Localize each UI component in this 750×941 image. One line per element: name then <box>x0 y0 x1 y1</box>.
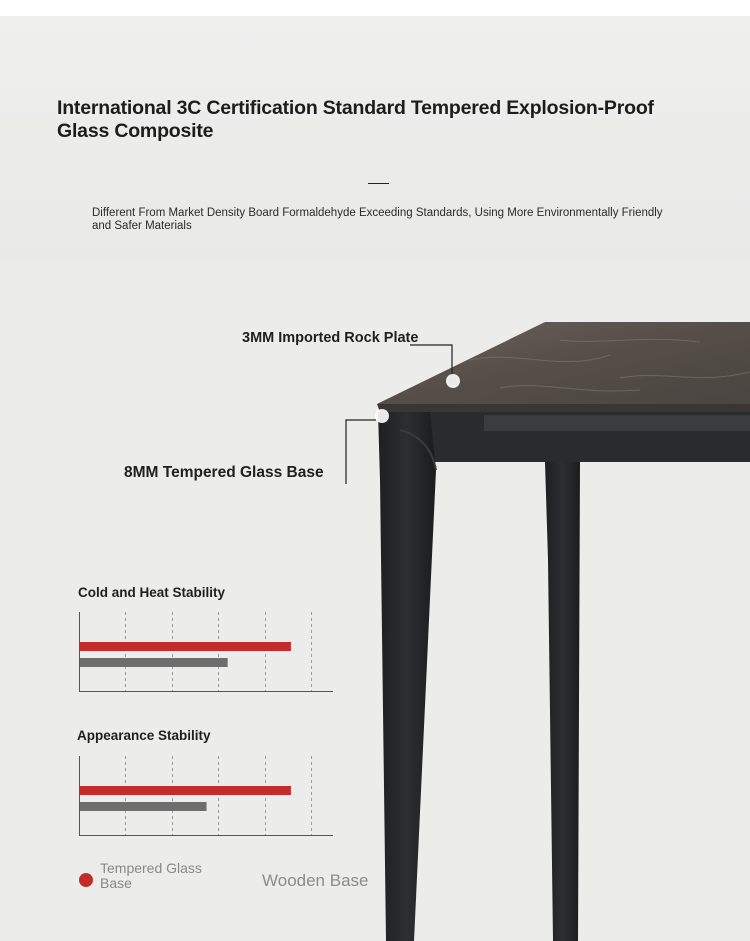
chart-svg <box>79 612 333 692</box>
back-leg <box>545 462 580 941</box>
page-subtitle: Different From Market Density Board Formaldehyde Exceeding Standards, Using More Environmentally Friendly and Safer Materials <box>92 207 663 232</box>
bar-tempered-glass <box>80 642 291 651</box>
bar-tempered-glass <box>80 786 291 795</box>
chart-cold-heat <box>79 612 333 692</box>
glass-base-callout: 8MM Tempered Glass Base <box>124 464 324 481</box>
apron-highlight <box>484 415 750 431</box>
legend-tempered-label: Tempered Glass Base <box>100 860 202 891</box>
tabletop-edge <box>377 404 750 412</box>
page-title: International 3C Certification Standard Tempered Explosion-Proof Glass Composite <box>57 97 654 142</box>
legend-wooden-label: Wooden Base <box>262 871 369 890</box>
bar-wooden-base <box>80 658 228 667</box>
front-leg <box>378 412 436 941</box>
tabletop-surface <box>377 322 750 404</box>
chart-title-appearance: Appearance Stability <box>77 728 211 743</box>
chart-title-cold-heat: Cold and Heat Stability <box>78 585 226 600</box>
bar-wooden-base <box>80 802 207 811</box>
rock-plate-callout: 3MM Imported Rock Plate <box>242 330 419 346</box>
chart-appearance <box>79 756 333 836</box>
chart-svg <box>79 756 333 836</box>
legend-tempered-dot <box>79 873 93 887</box>
glass-base-leader <box>346 420 376 484</box>
